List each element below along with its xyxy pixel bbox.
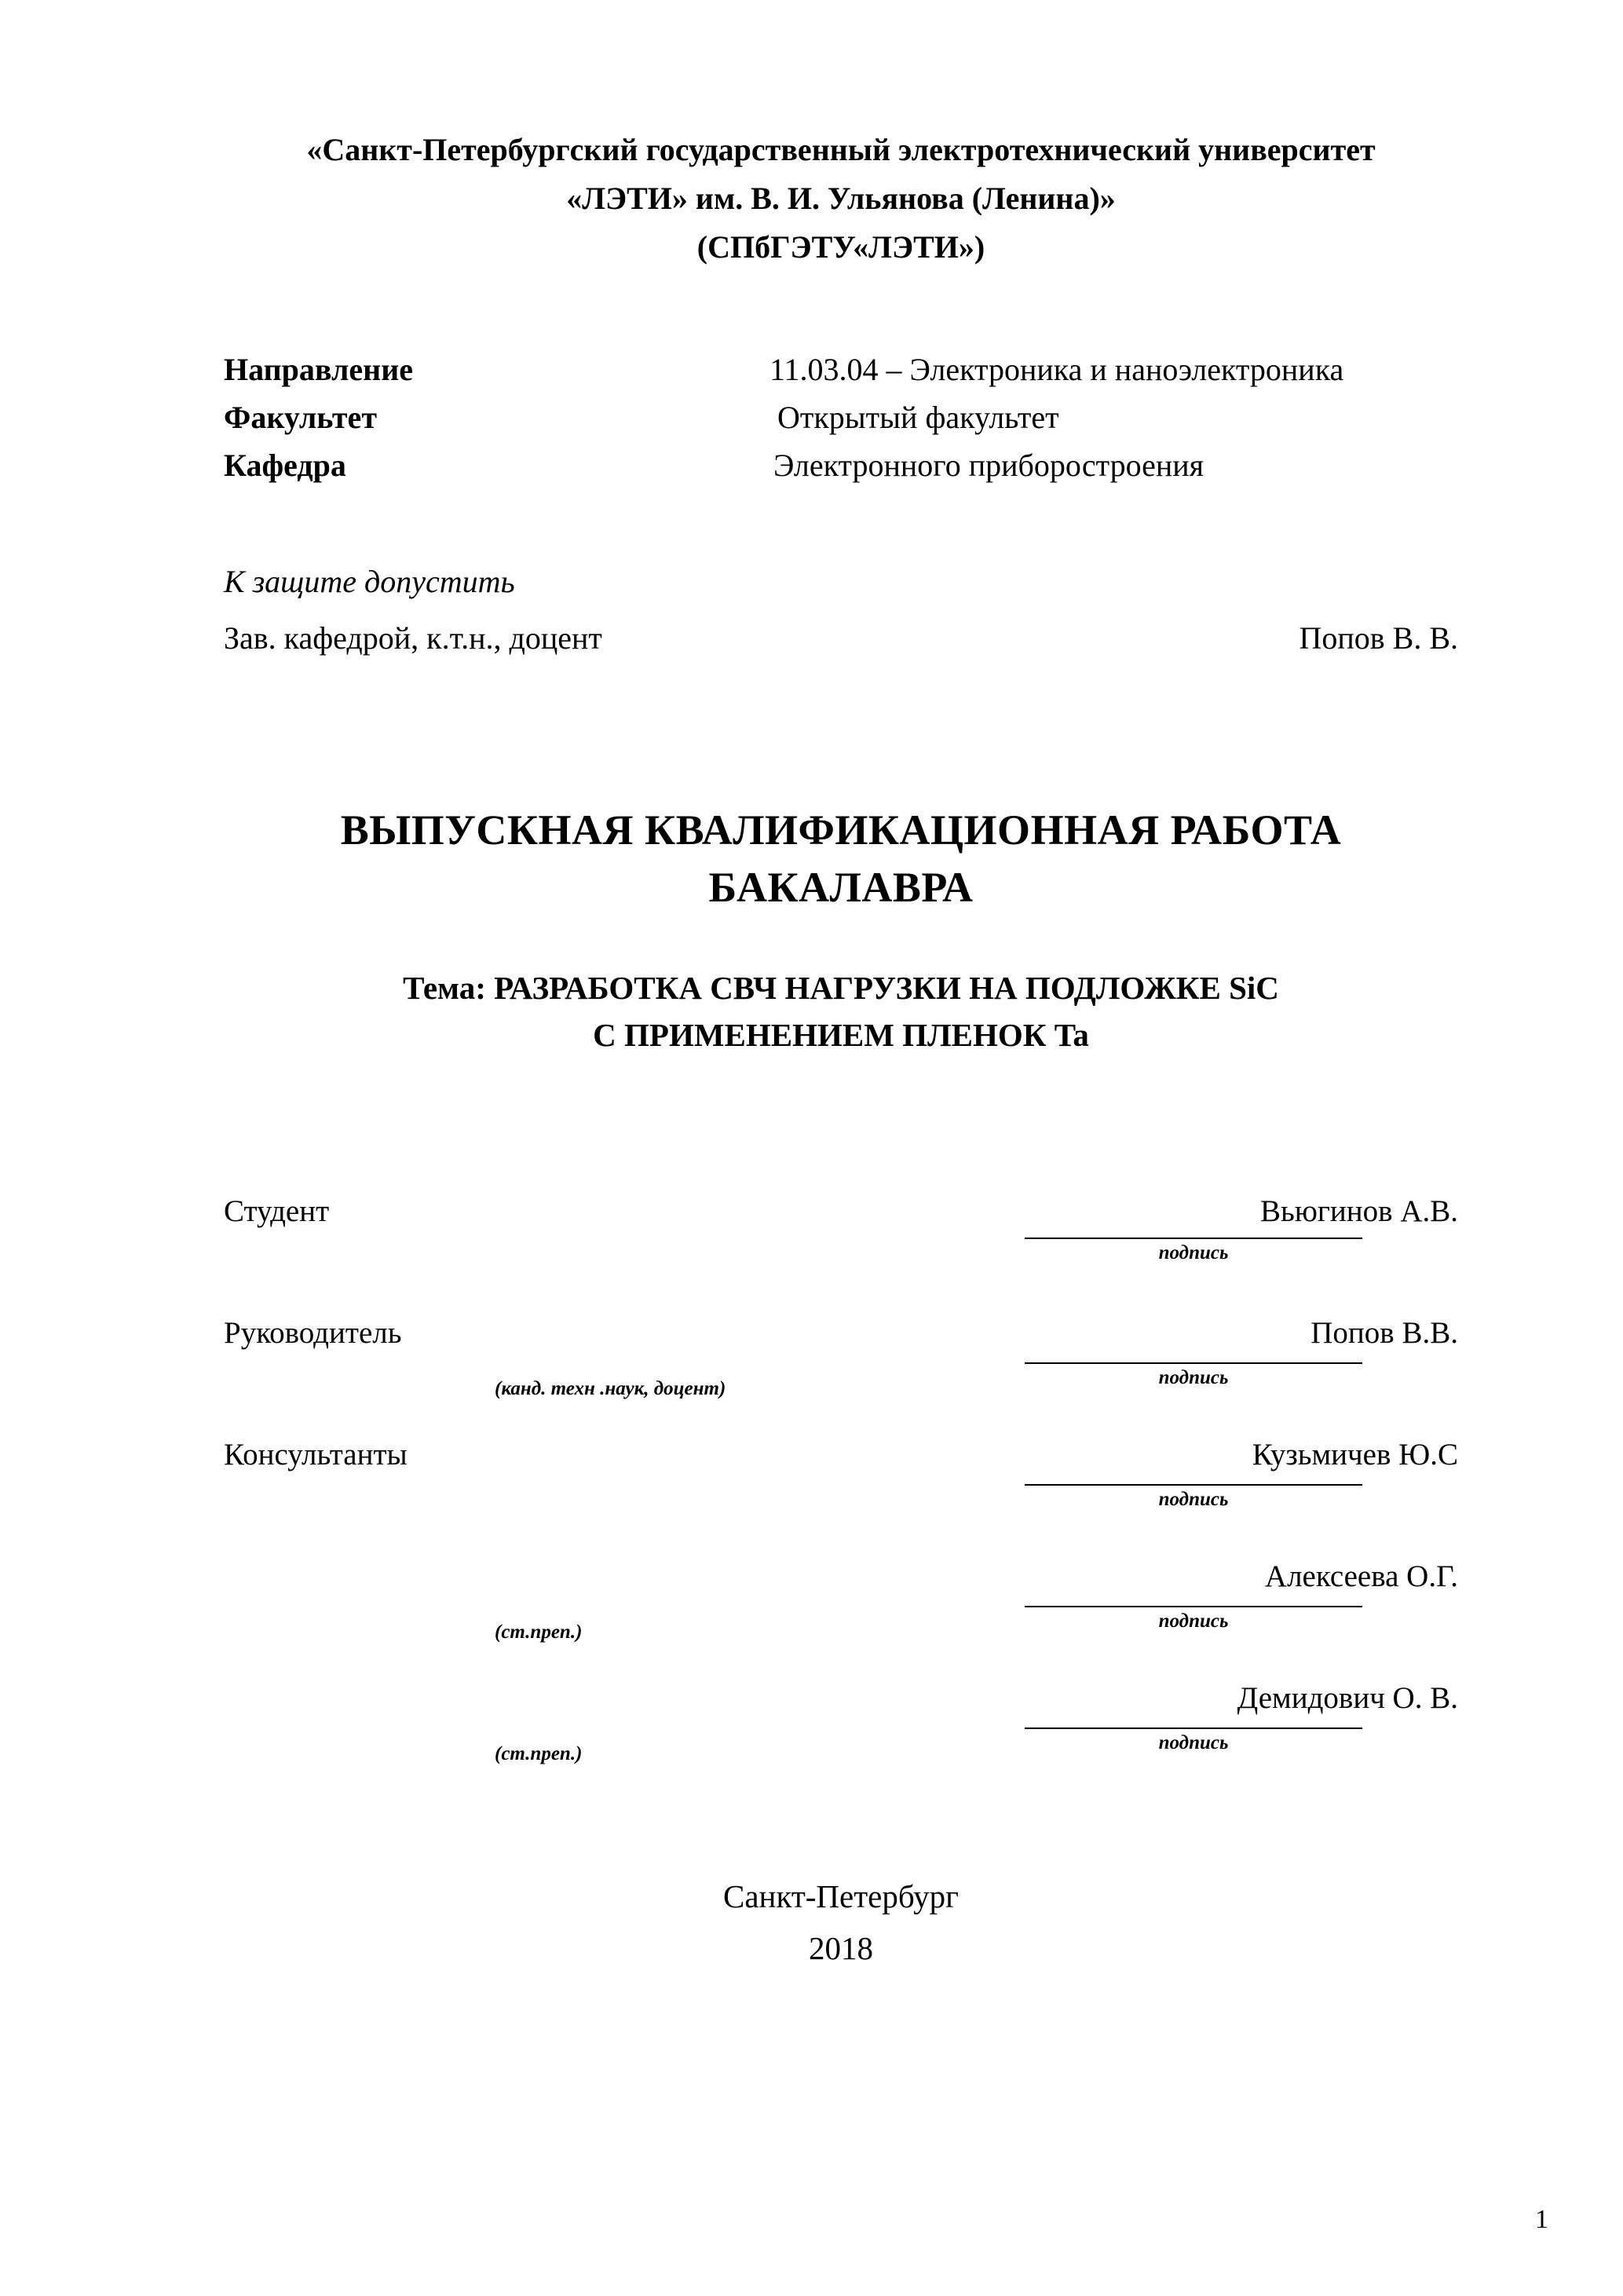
signature-qualification-consultant-3: (ст.преп.): [495, 1743, 583, 1765]
info-value-faculty: Открытый факультет: [777, 399, 1059, 435]
signature-caption-consultant-1: подпись: [1158, 1489, 1229, 1511]
signature-name-student: Вьюгинов А.В.: [1259, 1194, 1458, 1229]
signature-caption-consultant-3: подпись: [1158, 1732, 1229, 1754]
signature-qualification-consultant-2: (ст.преп.): [495, 1621, 583, 1643]
approval-block: [224, 558, 1458, 656]
info-row-department: [224, 442, 1458, 490]
page-number: 1: [1535, 2205, 1548, 2234]
info-label-direction: Направление: [224, 352, 413, 387]
signature-line-supervisor: [1025, 1362, 1362, 1364]
approval-row: [224, 620, 1458, 656]
document-title-line-2: БАКАЛАВРА: [708, 864, 974, 912]
document-title: [224, 802, 1458, 916]
university-name-line-1: «Санкт-Петербургский государственный электротехнический университет: [306, 132, 1376, 167]
footer-year: 2018: [809, 1929, 873, 1966]
document-footer: [224, 1871, 1458, 1974]
signature-row-consultant-1: [224, 1420, 1458, 1541]
university-name-line-3: (СПбГЭТУ«ЛЭТИ»): [696, 229, 985, 265]
signature-role-supervisor: Руководитель: [224, 1316, 402, 1351]
thesis-subject-line-1: Тема: РАЗРАБОТКА СВЧ НАГРУЗКИ НА ПОДЛОЖКЕ SiC: [403, 970, 1279, 1007]
signature-row-consultant-2: [224, 1541, 1458, 1663]
signature-role-student: Студент: [224, 1194, 330, 1229]
signature-caption-consultant-2: подпись: [1158, 1610, 1229, 1632]
approval-name: Попов В. В.: [1299, 620, 1458, 656]
signature-name-consultant-3: Демидович О. В.: [1237, 1681, 1458, 1716]
signature-line-student: [1025, 1238, 1362, 1239]
info-label-faculty: Факультет: [224, 399, 377, 435]
university-name-line-2: «ЛЭТИ» им. В. И. Ульянова (Ленина)»: [566, 181, 1116, 216]
approval-note: К защите допустить: [224, 564, 515, 600]
signature-line-consultant-1: [1025, 1484, 1362, 1486]
signature-block: [224, 1176, 1458, 1785]
signature-line-consultant-3: [1025, 1727, 1362, 1729]
signature-name-supervisor: Попов В.В.: [1310, 1316, 1458, 1351]
signature-line-consultant-2: [1025, 1606, 1362, 1607]
info-row-direction: [224, 346, 1458, 394]
document-title-line-1: ВЫПУСКНАЯ КВАЛИФИКАЦИОННАЯ РАБОТА: [340, 806, 1342, 854]
signature-name-consultant-2: Алексеева О.Г.: [1264, 1559, 1458, 1594]
signature-qualification-supervisor: (канд. техн .наук, доцент): [495, 1378, 726, 1400]
signature-row-consultant-3: [224, 1663, 1458, 1785]
info-row-faculty: [224, 394, 1458, 442]
info-value-direction: 11.03.04 – Электроника и наноэлектроника: [769, 352, 1344, 387]
program-info: [224, 346, 1458, 489]
info-label-department: Кафедра: [224, 447, 346, 483]
info-value-department: Электронного приборостроения: [773, 447, 1204, 483]
signature-role-consultants: Консультанты: [224, 1438, 408, 1472]
footer-city: Санкт-Петербург: [723, 1878, 959, 1915]
thesis-subject-line-2: С ПРИМЕНЕНИЕМ ПЛЕНОК Ta: [593, 1016, 1089, 1053]
signature-row-student: [224, 1176, 1458, 1298]
signature-row-supervisor: [224, 1298, 1458, 1420]
signature-caption-supervisor: подпись: [1158, 1367, 1229, 1389]
thesis-subject: [224, 965, 1458, 1058]
signature-name-consultant-1: Кузьмичев Ю.С: [1252, 1438, 1458, 1472]
signature-caption-student: подпись: [1158, 1242, 1229, 1264]
university-header: [224, 126, 1458, 272]
approval-role: Зав. кафедрой, к.т.н., доцент: [224, 620, 602, 656]
